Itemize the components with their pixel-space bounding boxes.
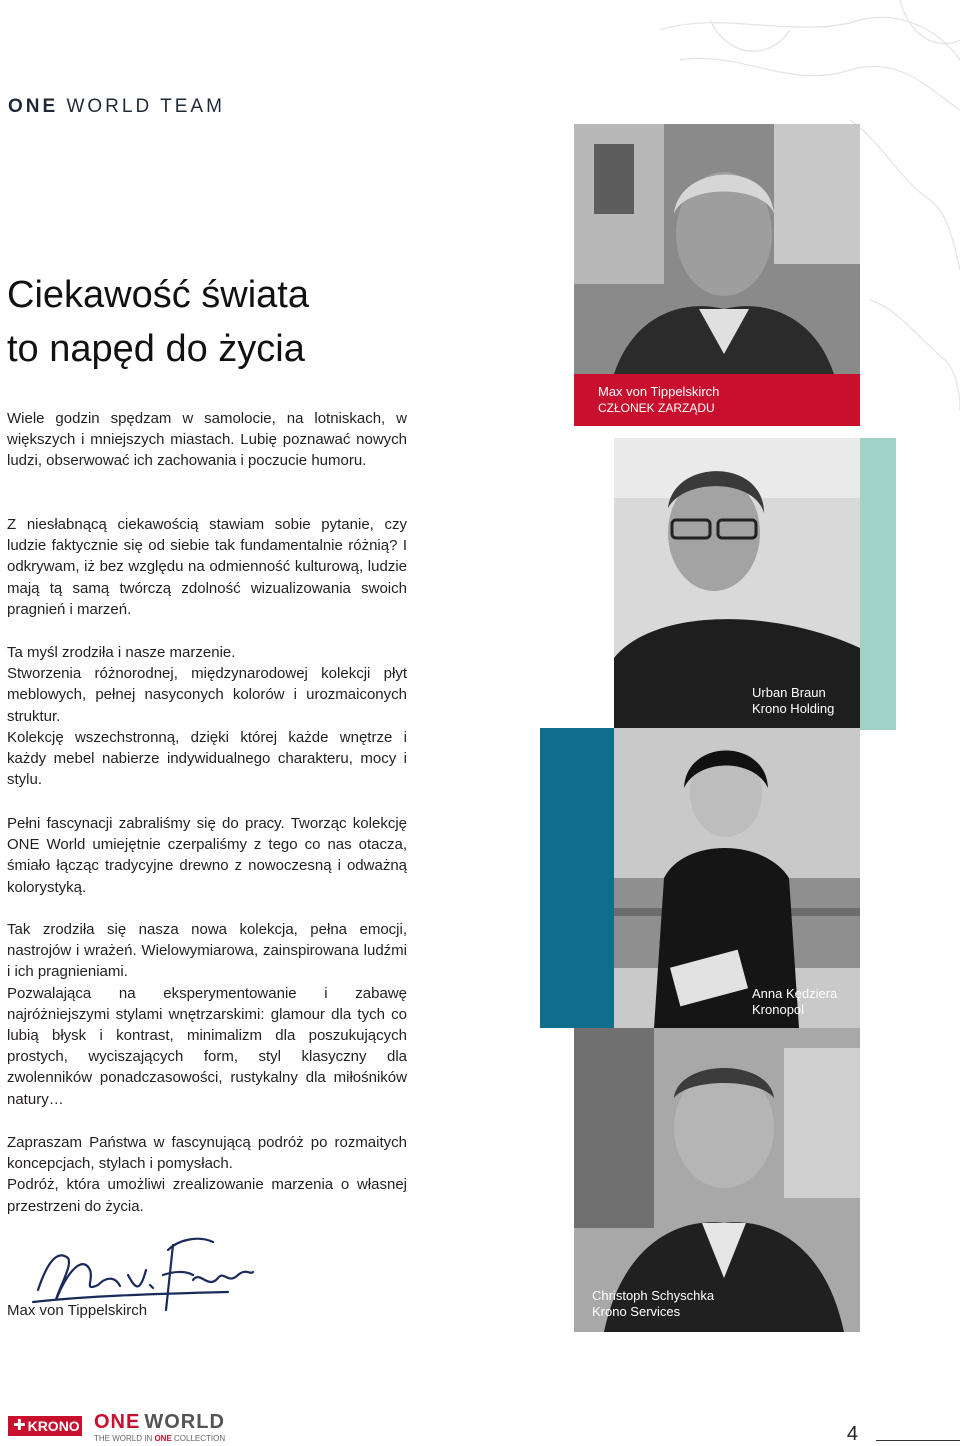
signature-name: Max von Tippelskirch [7, 1302, 148, 1319]
plus-icon: ✚ [13, 1417, 26, 1434]
accent-bar-mint [860, 438, 896, 730]
caption-christoph [592, 1288, 714, 1320]
caption-name: Anna Kędziera [752, 986, 838, 1001]
one-world-logo [94, 1412, 224, 1442]
paragraph-text: Stworzenia różnorodnej, międzynarodowej kolekcji płyt meblowych, pełnej nasyconych kolorów i urozmaiconych struktur. [7, 665, 407, 725]
paragraph-text: Ta myśl zrodziła i nasze marzenie. [7, 644, 236, 661]
title-line-1: Ciekawość świata [7, 274, 309, 316]
paragraph-text: Zapraszam Państwa w fascynującą podróż po rozmaitych koncepcjach, stylach i pomysłach. [7, 1134, 407, 1173]
section-kicker [8, 96, 225, 118]
paragraph-4 [7, 813, 407, 898]
logo-tagline: THE WORLD IN ONE COLLECTION [94, 1434, 226, 1443]
paragraph-1 [7, 408, 407, 472]
paragraph-text: Kolekcję wszechstronną, dzięki której każde wnętrze i każdy mebel nabierze indywidualnego charakteru, mocy i stylu. [7, 728, 407, 789]
krono-label: KRONO [27, 1418, 80, 1434]
footer-divider [876, 1440, 960, 1441]
paragraph-text: Tak zrodziła się nasza nowa kolekcja, pełna emocji, nastrojów i wrażeń. Wielowymiarowa, zainspirowana ludźmi i ich pragnieniami. [7, 921, 407, 981]
portrait-image [614, 728, 860, 1028]
page-title [7, 268, 309, 376]
photo-anna-kedziera [614, 728, 860, 1028]
paragraph-3 [7, 642, 407, 790]
logo-one: ONE [94, 1411, 141, 1433]
accent-bar-teal [540, 728, 614, 1028]
caption-name: Urban Braun [752, 685, 826, 700]
paragraph-text: Podróż, która umożliwi zrealizowanie marzenia o własnej przestrzeni do życia. [7, 1176, 407, 1215]
caption-urban [752, 685, 834, 717]
caption-max [598, 384, 719, 416]
portrait-image [574, 124, 860, 374]
caption-role: CZŁONEK ZARZĄDU [598, 401, 715, 415]
paragraph-2 [7, 514, 407, 620]
page-number: 4 [846, 1423, 858, 1445]
paragraph-text: Pozwalająca na eksperymentowanie i zabawę najróżniejszymi stylami wnętrzarskimi: glamour dla tych co lubią błysk i kontrast, minimalizm dla poszukujących prostych, wyciszających form, styl klasyczny dla zwolenników ponadczasowości, rustykalny dla miłośników natury… [7, 984, 407, 1108]
title-line-2: to napęd do życia [7, 328, 305, 370]
paragraph-text: Wiele godzin spędzam w samolocie, na lotniskach, w większych i mniejszych miastach. Lubię poznawać nowych ludzi, obserwować ich zachowania i poczucie humoru. [7, 410, 407, 470]
caption-role: Krono Services [592, 1304, 681, 1319]
logo-world: WORLD [144, 1411, 225, 1433]
caption-role: Krono Holding [752, 701, 835, 716]
caption-name: Christoph Schyschka [592, 1288, 715, 1303]
photo-max-von-tippelskirch [574, 124, 860, 374]
portrait-image [574, 1028, 860, 1332]
krono-logo [8, 1416, 82, 1436]
kicker-bold: ONE [8, 96, 59, 117]
photo-christoph-schyschka [574, 1028, 860, 1332]
caption-role: Kronopol [752, 1002, 805, 1017]
paragraph-text: Z niesłabnącą ciekawością stawiam sobie pytanie, czy ludzie faktycznie się od siebie tak fundamentalnie różnią? I odkrywam, iż bez względu na odmienność kulturową, ludzie mają tą samą twórczą zdolność wizualizowania swoich pragnień i marzeń. [7, 516, 407, 618]
kicker-rest: WORLD TEAM [58, 96, 225, 117]
caption-name: Max von Tippelskirch [598, 384, 720, 399]
caption-anna [752, 986, 837, 1018]
paragraph-text: Pełni fascynacji zabraliśmy się do pracy. Tworząc kolekcję ONE World umiejętnie czerpaliśmy z tego co nas otacza, śmiało łącząc tradycyjne drewno z nowoczesną i odważną kolorystyką. [7, 815, 407, 896]
paragraph-6 [7, 1132, 407, 1217]
paragraph-5 [7, 919, 407, 1110]
